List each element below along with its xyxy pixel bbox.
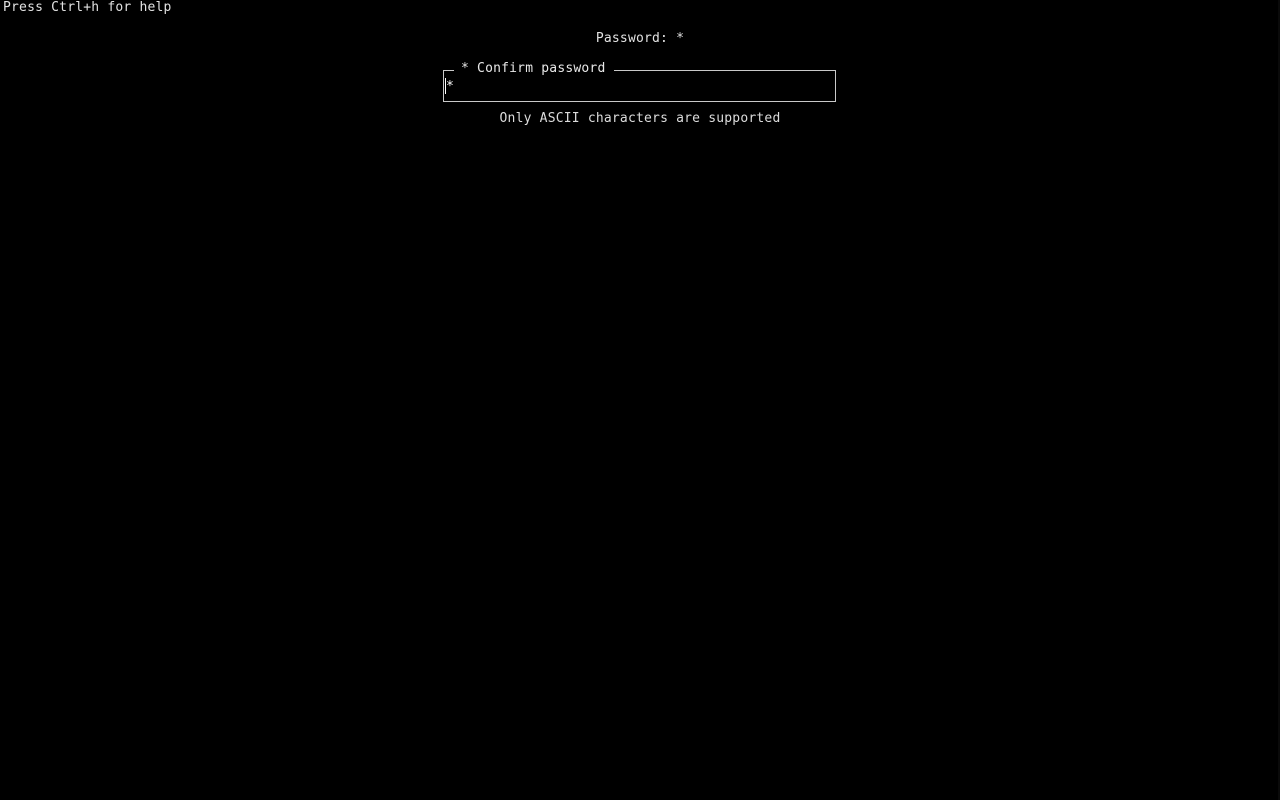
ascii-support-note: Only ASCII characters are supported [499,111,781,126]
confirm-password-field[interactable] [443,61,836,102]
confirm-password-input[interactable]: * [446,79,455,94]
confirm-password-label: * Confirm password [457,61,609,77]
password-summary-line: Password: * [595,31,685,46]
help-hint-text: Press Ctrl+h for help [3,0,172,15]
